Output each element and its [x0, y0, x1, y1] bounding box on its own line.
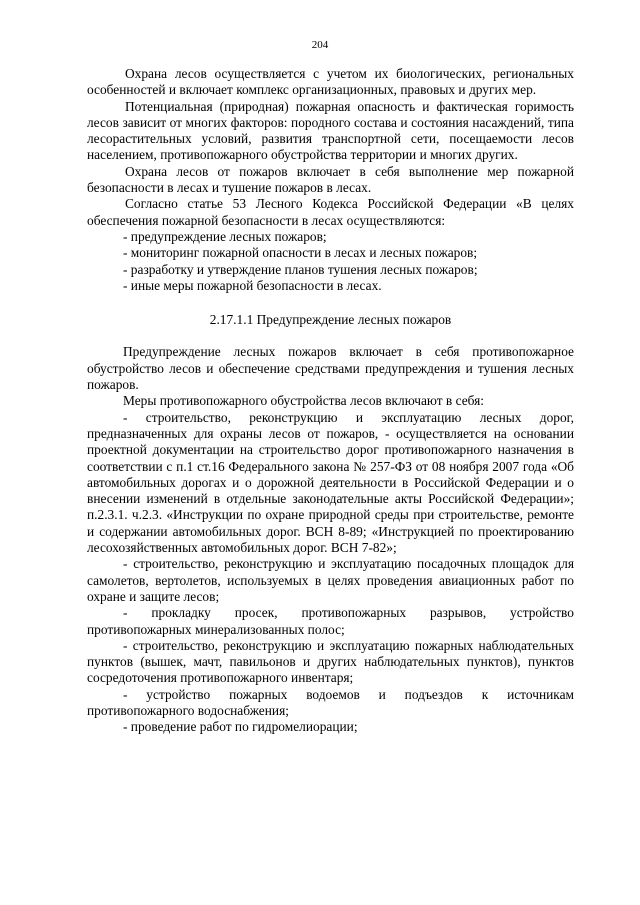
measure-item: - проведение работ по гидромелиорации; — [123, 719, 358, 735]
page-number: 204 — [311, 39, 329, 51]
measure-item: - прокладку просек, противопожарных разрывов, устройство противопожарных минерализованных полос; — [87, 605, 574, 637]
intro-paragraph-3: Охрана лесов от пожаров включает в себя выполнение мер пожарной безопасности в лесах и тушение пожаров в лесах. — [87, 163, 574, 196]
list-item: - иные меры пожарной безопасности в лесах. — [123, 277, 382, 293]
intro-paragraph-4: Согласно статье 53 Лесного Кодекса Российской Федерации «В целях обеспечения пожарной безопасности в лесах осуществляются: — [87, 196, 574, 228]
list-item: - предупреждение лесных пожаров; — [123, 228, 327, 244]
measure-item: - строительство, реконструкцию и эксплуатацию пожарных наблюдательных пунктов (вышек, мачт, павильонов и других наблюдательных пунктов), пунктов сосредоточения противопожарного инвентаря; — [87, 637, 574, 686]
list-item: - мониторинг пожарной опасности в лесах и лесных пожаров; — [123, 245, 478, 261]
section-paragraph-2: Меры противопожарного обустройства лесов включают в себя: — [123, 393, 485, 409]
section-paragraph-1: Предупреждение лесных пожаров включает в себя противопожарное обустройство лесов и обеспечение средствами предупреждения и тушения лесных пожаров. — [87, 344, 574, 393]
document-body — [87, 66, 574, 736]
intro-paragraph-2: Потенциальная (природная) пожарная опасность и фактическая горимость лесов зависит от многих факторов: породного состава и состояния насаждений, типа лесорастительных условий, развития транспортной сети, посещаемости лесов населением, противопожарного обустройства территории и многих других. — [87, 98, 574, 163]
article-53-list — [87, 229, 574, 294]
measure-item: - строительство, реконструкцию и эксплуатацию лесных дорог, предназначенных для охраны лесов от пожаров, - осуществляется на основании проектной документации на строительство дорог противопожарного назначения в соответствии с п.1 ст.16 Федерального закона № 257-ФЗ от 08 ноября 2007 года «Об автомобильных дорогах и о дорожной деятельности в Российской Федерации и о внесении изменений в отдельные законодательные акты Российской Федерации»; п.2.3.1. ч.2.3. «Инструкции по охране природной среды при строительстве, ремонте и содержании автомобильных дорог. ВСН 8-89; «Инструкцией по проектированию лесохозяйственных автомобильных дорог. ВСН 7-82»; — [87, 409, 574, 556]
intro-paragraph-1: Охрана лесов осуществляется с учетом их биологических, региональных особенностей и включает комплекс организационных, правовых и других мер. — [87, 66, 574, 98]
section-heading: 2.17.1.1 Предупреждение лесных пожаров — [209, 312, 452, 328]
measure-item: - строительство, реконструкцию и эксплуатацию посадочных площадок для самолетов, вертолетов, используемых в целях проведения авиационных работ по охране и защите лесов; — [87, 556, 574, 604]
measure-item: - устройство пожарных водоемов и подъездов к источникам противопожарного водоснабжения; — [87, 686, 574, 718]
list-item: - разработку и утверждение планов тушения лесных пожаров; — [123, 261, 478, 277]
